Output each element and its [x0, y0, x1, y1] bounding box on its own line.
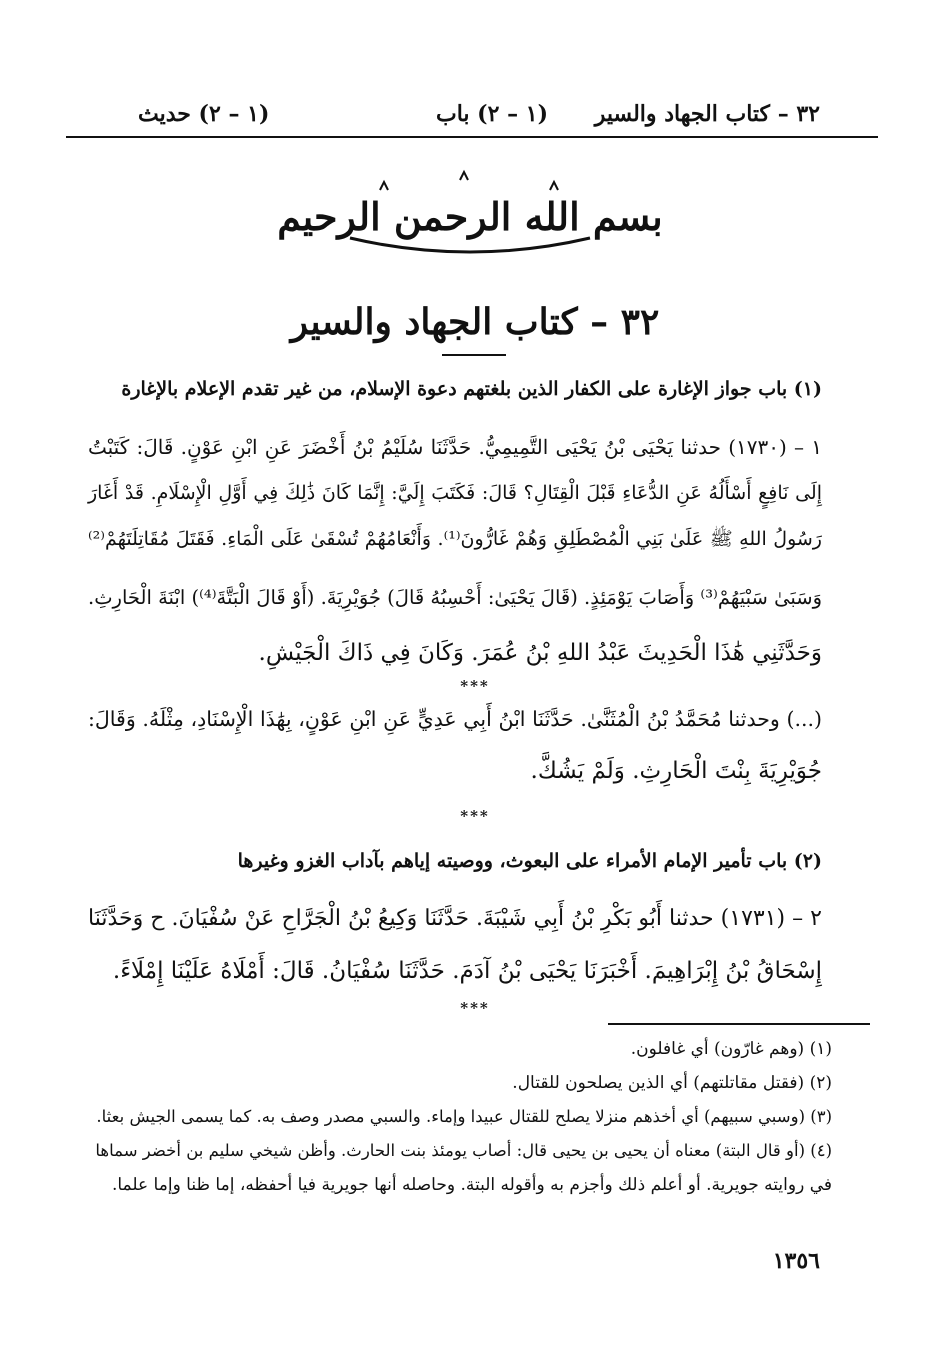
footnote: (٢) (فقتل مقاتلتهم) أي الذين يصلحون للقتال.	[512, 1073, 832, 1093]
header-chapter-range: (١ – ٢) باب	[435, 101, 548, 127]
header-rule	[66, 136, 878, 138]
footnote: (٤) (أو قال البتة) معناه أن يحيى بن يحيى قال: أصاب يومئذ بنت الحارث. وأظن شيخي سليم بن أخضر سماها	[95, 1141, 832, 1160]
footnote: في روايته جويرية. أو أعلم ذلك وأجزم به وأقوله البتة. وحاصله أنها جويرية فيا أحفظه، إما ظنا وإما علما.	[111, 1175, 832, 1195]
title-rule	[442, 354, 506, 356]
footnote-rule	[608, 1023, 870, 1025]
hadith-line: ٢ – (١٧٣١) حدثنا أَبُو بَكْرِ بْنُ أَبِي شَيْبَةَ. حَدَّثَنَا وَكِيعُ بْنُ الْجَرَّاحِ عَنْ سُفْيَانَ. ح وَحَدَّثَنَا	[88, 906, 822, 931]
header-hadith-range: (١ – ٢) حديث	[138, 101, 270, 127]
hadith-line: ١ – (١٧٣٠) حدثنا يَحْيَى بْنُ يَحْيَى التَّمِيمِيُّ. حَدَّثَنَا سُلَيْمُ بْنُ أَخْضَرَ عَنِ ابْنِ عَوْنٍ. قَالَ: كَتَبْتُ	[88, 435, 822, 459]
header-book-title: ٣٢ – كتاب الجهاد والسير	[594, 101, 820, 127]
footnote: (١) (وهم غارّون) أي غافلون.	[630, 1039, 832, 1059]
separator-stars: ***	[460, 999, 490, 1017]
hadith-line: إِسْحَاقُ بْنُ إِبْرَاهِيمَ. أَخْبَرَنَا يَحْيَى بْنُ آدَمَ. حَدَّثَنَا سُفْيَانُ. قَالَ: أَمْلَاهُ عَلَيْنَا إِمْلَاءً.	[112, 958, 822, 984]
page-number: ١٣٥٦	[772, 1248, 820, 1274]
hadith-line: وَسَبَىٰ سَبْيَهُمْ⁽³⁾ وَأَصَابَ يَوْمَئِذٍ. (قَالَ يَحْيَىٰ: أَحْسِبُهُ قَالَ) جُوَيْرِيَةَ. (أَوْ قَالَ الْبَتَّةَ⁽⁴⁾) ابْنَةَ الْحَارِثِ.	[88, 586, 822, 609]
running-header	[138, 96, 820, 132]
hadith-line: جُوَيْرِيَةَ بِنْتَ الْحَارِثِ. وَلَمْ يَشُكَّ.	[530, 758, 822, 784]
chapter-heading: (١) باب جواز الإغارة على الكفار الذين بلغتهم دعوة الإسلام، من غير تقدم الإعلام بالإغارة	[121, 378, 822, 400]
chapter-heading: (٢) باب تأمير الإمام الأمراء على البعوث، ووصيته إياهم بآداب الغزو وغيرها	[237, 850, 822, 872]
book-title: ٣٢ – كتاب الجهاد والسير	[290, 301, 660, 343]
separator-stars: ***	[460, 677, 490, 695]
footnote: (٣) (وسبي سبيهم) أي أخذهم منزلا يصلح للقتال عبيدا وإماء. والسبي مصدر وصف به. كما يسمى الجيش بعثا.	[96, 1107, 832, 1126]
section-end-stars: ***	[460, 807, 490, 825]
hadith-line: وَحَدَّثَنِي هَٰذَا الْحَدِيثَ عَبْدُ اللهِ بْنُ عُمَرَ. وَكَانَ فِي ذَاكَ الْجَيْشِ.	[258, 640, 822, 666]
basmala-text: بسم الله الرحمن الرحيم	[277, 193, 663, 239]
basmala-calligraphy	[277, 168, 663, 264]
hadith-line: إِلَى نَافِعٍ أَسْأَلُهُ عَنِ الدُّعَاءِ قَبْلَ الْقِتَالِ؟ قَالَ: فَكَتَبَ إِلَيَّ: إِنَّمَا كَانَ ذَٰلِكَ فِي أَوَّلِ الْإِسْلَامِ. قَدْ أَغَارَ	[88, 482, 822, 504]
hadith-line: رَسُولُ اللهِ ﷺ عَلَىٰ بَنِي الْمُصْطَلِقِ وَهُمْ غَارُّونَ⁽¹⁾. وَأَنْعَامُهُمْ تُسْقَىٰ عَلَى الْمَاءِ. فَقَتَلَ مُقَاتِلَتَهُمْ⁽²⁾	[88, 528, 822, 550]
hadith-line: (...) وحدثنا مُحَمَّدُ بْنُ الْمُثَنَّىٰ. حَدَّثَنَا ابْنُ أَبِي عَدِيٍّ عَنِ ابْنِ عَوْنٍ، بِهَٰذَا الْإِسْنَادِ، مِثْلَهُ. وَقَالَ:	[88, 707, 822, 731]
